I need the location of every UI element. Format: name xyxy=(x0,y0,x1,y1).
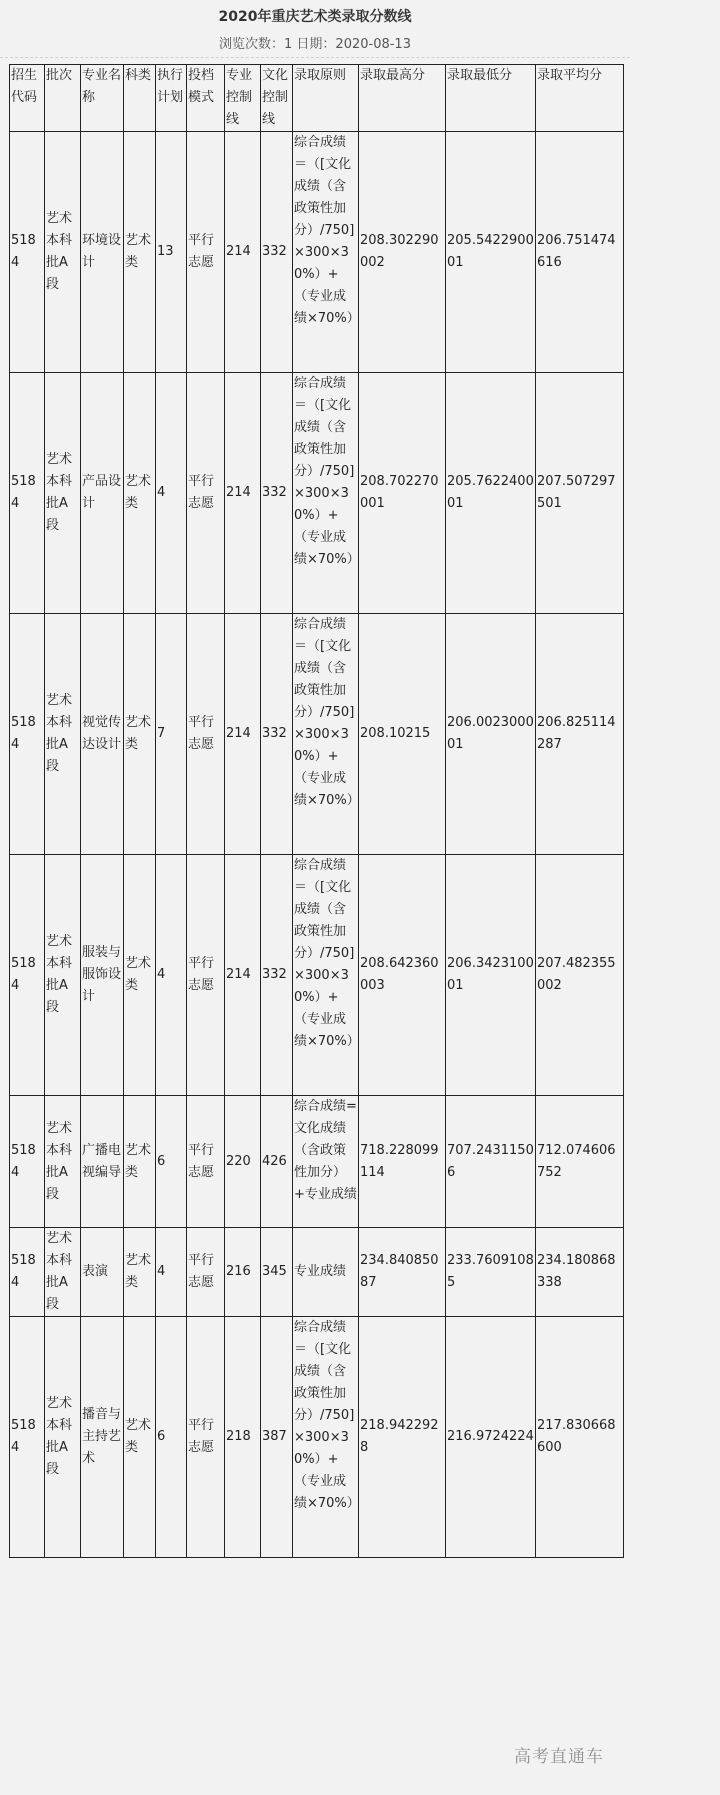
cell-cult-line: 426 xyxy=(261,1096,293,1228)
cell-rule: 综合成绩=文化成绩（含政策性加分）+专业成绩 xyxy=(293,1096,359,1228)
watermark: 高考直通车 xyxy=(514,1747,604,1767)
cell-prof-line: 216 xyxy=(225,1228,261,1317)
cell-batch: 艺术本科批A段 xyxy=(45,1228,81,1317)
cell-max: 208.642360003 xyxy=(359,855,446,1096)
cell-plan: 13 xyxy=(156,132,187,373)
cell-batch: 艺术本科批A段 xyxy=(45,373,81,614)
table-row xyxy=(10,132,624,373)
header-major: 专业名称 xyxy=(81,65,124,132)
cell-major: 广播电视编导 xyxy=(81,1096,124,1228)
header-code: 招生代码 xyxy=(10,65,45,132)
cell-cult-line: 332 xyxy=(261,614,293,855)
header-batch: 批次 xyxy=(45,65,81,132)
cell-category: 艺术类 xyxy=(124,373,156,614)
cell-batch: 艺术本科批A段 xyxy=(45,132,81,373)
cell-avg: 217.830668600 xyxy=(536,1317,624,1558)
cell-code: 5184 xyxy=(10,855,45,1096)
table-header-row xyxy=(10,65,624,132)
cell-category: 艺术类 xyxy=(124,132,156,373)
cell-prof-line: 214 xyxy=(225,614,261,855)
cell-plan: 4 xyxy=(156,855,187,1096)
cell-cult-line: 345 xyxy=(261,1228,293,1317)
cell-code: 5184 xyxy=(10,1228,45,1317)
cell-category: 艺术类 xyxy=(124,1228,156,1317)
cell-mode: 平行志愿 xyxy=(187,1228,225,1317)
cell-batch: 艺术本科批A段 xyxy=(45,1096,81,1228)
header-category: 科类 xyxy=(124,65,156,132)
cell-batch: 艺术本科批A段 xyxy=(45,614,81,855)
cell-plan: 6 xyxy=(156,1317,187,1558)
cell-avg: 207.482355002 xyxy=(536,855,624,1096)
cell-mode: 平行志愿 xyxy=(187,1317,225,1558)
cell-major: 表演 xyxy=(81,1228,124,1317)
cell-major: 环境设计 xyxy=(81,132,124,373)
cell-cult-line: 332 xyxy=(261,855,293,1096)
cell-code: 5184 xyxy=(10,614,45,855)
header-cult-line: 文化控制线 xyxy=(261,65,293,132)
header-rule: 录取原则 xyxy=(293,65,359,132)
cell-major: 视觉传达设计 xyxy=(81,614,124,855)
cell-avg: 207.507297501 xyxy=(536,373,624,614)
cell-rule: 专业成绩 xyxy=(293,1228,359,1317)
table-row xyxy=(10,1096,624,1228)
cell-category: 艺术类 xyxy=(124,1096,156,1228)
cell-prof-line: 214 xyxy=(225,855,261,1096)
divider xyxy=(0,57,630,58)
cell-min: 233.76091085 xyxy=(446,1228,536,1317)
cell-min: 205.762240001 xyxy=(446,373,536,614)
cell-cult-line: 332 xyxy=(261,373,293,614)
cell-prof-line: 214 xyxy=(225,132,261,373)
cell-major: 服装与服饰设计 xyxy=(81,855,124,1096)
cell-plan: 4 xyxy=(156,373,187,614)
cell-major: 播音与主持艺术 xyxy=(81,1317,124,1558)
cell-code: 5184 xyxy=(10,132,45,373)
cell-mode: 平行志愿 xyxy=(187,1096,225,1228)
cell-min: 206.342310001 xyxy=(446,855,536,1096)
cell-category: 艺术类 xyxy=(124,614,156,855)
cell-major: 产品设计 xyxy=(81,373,124,614)
cell-mode: 平行志愿 xyxy=(187,855,225,1096)
table-row xyxy=(10,373,624,614)
cell-avg: 712.074606752 xyxy=(536,1096,624,1228)
cell-avg: 234.180868338 xyxy=(536,1228,624,1317)
cell-min: 205.542290001 xyxy=(446,132,536,373)
table-row xyxy=(10,1317,624,1558)
page-title: 2020年重庆艺术类录取分数线 xyxy=(218,9,412,25)
cell-avg: 206.825114287 xyxy=(536,614,624,855)
cell-category: 艺术类 xyxy=(124,1317,156,1558)
header-prof-line: 专业控制线 xyxy=(225,65,261,132)
cell-min: 707.24311506 xyxy=(446,1096,536,1228)
cell-plan: 7 xyxy=(156,614,187,855)
header-min: 录取最低分 xyxy=(446,65,536,132)
cell-prof-line: 214 xyxy=(225,373,261,614)
cell-min: 206.002300001 xyxy=(446,614,536,855)
cell-max: 208.702270001 xyxy=(359,373,446,614)
cell-prof-line: 218 xyxy=(225,1317,261,1558)
cell-plan: 6 xyxy=(156,1096,187,1228)
cell-mode: 平行志愿 xyxy=(187,614,225,855)
cell-code: 5184 xyxy=(10,1317,45,1558)
cell-min: 216.9724224 xyxy=(446,1317,536,1558)
cell-rule: 综合成绩＝（[文化成绩（含政策性加分）/750]×300×30%）+（专业成绩×70%） xyxy=(293,1317,359,1558)
admission-score-table xyxy=(9,64,624,1558)
cell-avg: 206.751474616 xyxy=(536,132,624,373)
cell-prof-line: 220 xyxy=(225,1096,261,1228)
cell-batch: 艺术本科批A段 xyxy=(45,1317,81,1558)
cell-rule: 综合成绩＝（[文化成绩（含政策性加分）/750]×300×30%）+（专业成绩×70%） xyxy=(293,614,359,855)
cell-rule: 综合成绩＝（[文化成绩（含政策性加分）/750]×300×30%）+（专业成绩×70%） xyxy=(293,855,359,1096)
cell-max: 208.10215 xyxy=(359,614,446,855)
cell-rule: 综合成绩＝（[文化成绩（含政策性加分）/750]×300×30%）+（专业成绩×70%） xyxy=(293,373,359,614)
table-row xyxy=(10,855,624,1096)
table-row xyxy=(10,1228,624,1317)
cell-max: 234.84085087 xyxy=(359,1228,446,1317)
cell-category: 艺术类 xyxy=(124,855,156,1096)
cell-max: 218.9422928 xyxy=(359,1317,446,1558)
header-plan: 执行计划 xyxy=(156,65,187,132)
view-count-date: 浏览次数：1 日期：2020-08-13 xyxy=(219,37,411,52)
cell-code: 5184 xyxy=(10,1096,45,1228)
cell-mode: 平行志愿 xyxy=(187,132,225,373)
header-avg: 录取平均分 xyxy=(536,65,624,132)
cell-max: 718.228099114 xyxy=(359,1096,446,1228)
cell-cult-line: 332 xyxy=(261,132,293,373)
cell-max: 208.302290002 xyxy=(359,132,446,373)
cell-code: 5184 xyxy=(10,373,45,614)
cell-rule: 综合成绩＝（[文化成绩（含政策性加分）/750]×300×30%）+（专业成绩×70%） xyxy=(293,132,359,373)
header-max: 录取最高分 xyxy=(359,65,446,132)
cell-batch: 艺术本科批A段 xyxy=(45,855,81,1096)
header-mode: 投档模式 xyxy=(187,65,225,132)
table-row xyxy=(10,614,624,855)
cell-plan: 4 xyxy=(156,1228,187,1317)
cell-cult-line: 387 xyxy=(261,1317,293,1558)
cell-mode: 平行志愿 xyxy=(187,373,225,614)
